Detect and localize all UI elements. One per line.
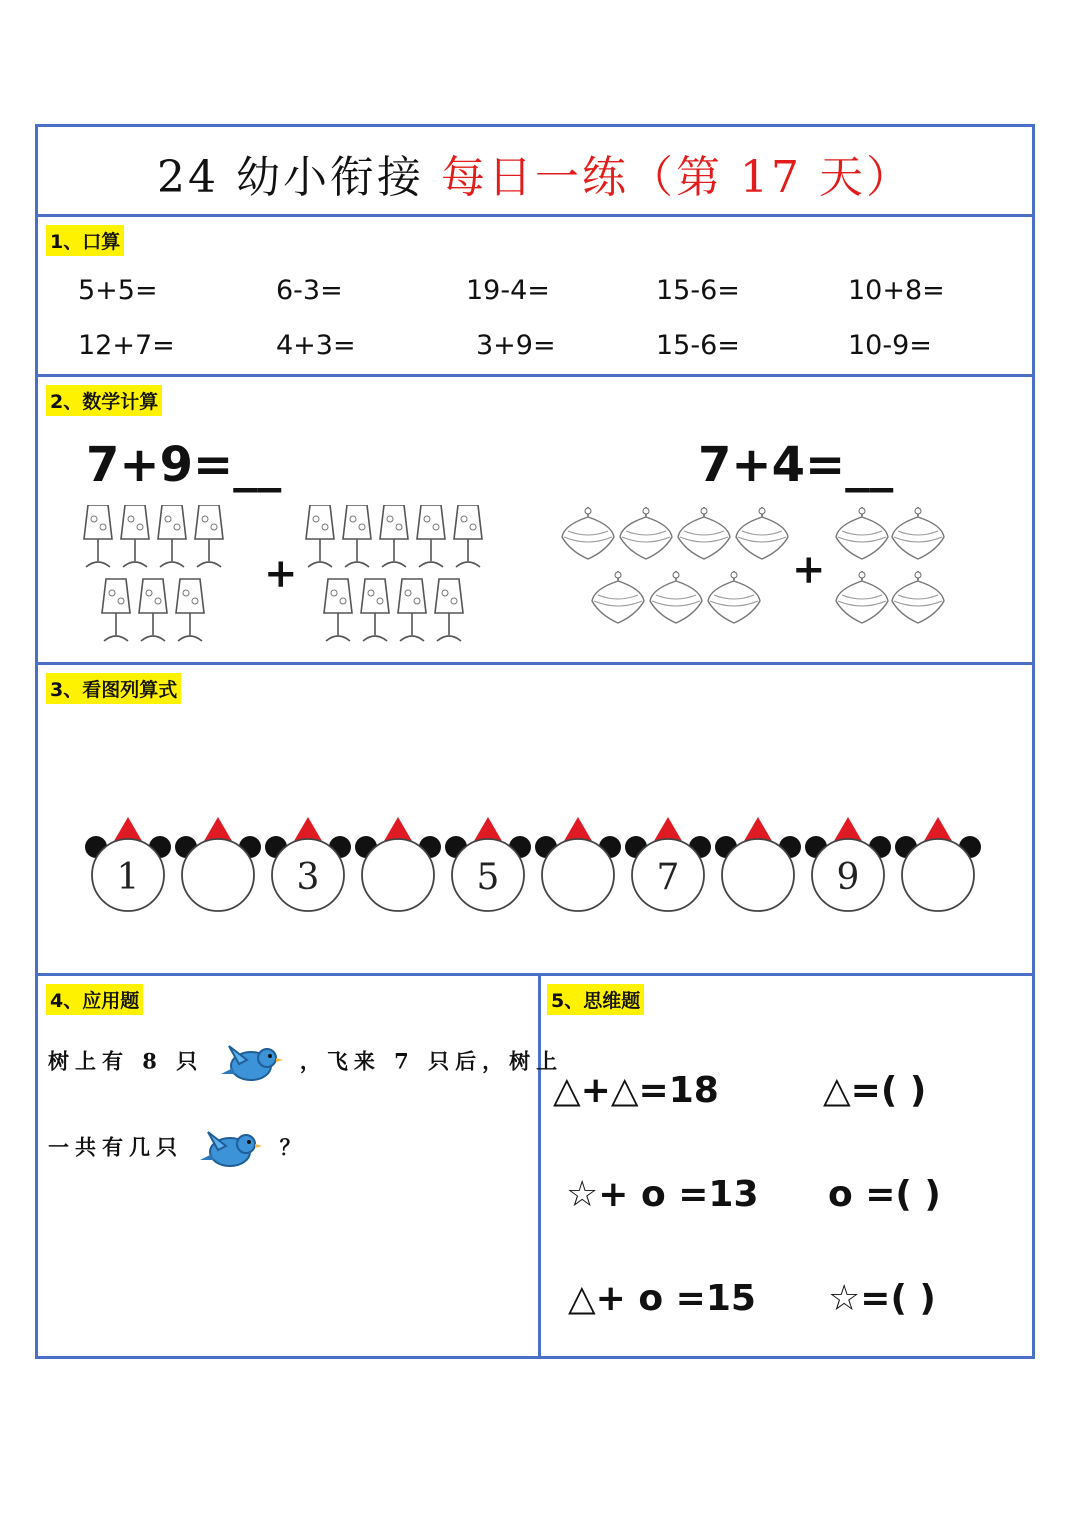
lamp-icon (176, 579, 204, 641)
bird-icon (219, 1038, 285, 1088)
section-1-label: 1、口算 (46, 225, 124, 256)
oral-eq: 10-9= (848, 330, 932, 361)
lamp-icon (435, 579, 463, 641)
logic-answer: o =( ) (828, 1174, 941, 1215)
oral-eq: 15-6= (656, 330, 740, 361)
word-problem-text: ，飞来 7 只后，树上 (299, 1048, 564, 1074)
spinning-top-picture (556, 505, 956, 645)
lamp-icon (195, 505, 223, 567)
plus-sign: + (792, 546, 826, 593)
number-circle (895, 817, 981, 911)
lamp-icon (361, 579, 389, 641)
logic-equation: △+△=18 (553, 1070, 719, 1111)
section-bottom (38, 976, 1032, 1359)
number-circle (535, 817, 621, 911)
lamp-icon (102, 579, 130, 641)
number-circle (355, 817, 441, 911)
spinning-top-icon (836, 507, 888, 559)
number-circle (715, 817, 801, 911)
equation-left: 7+9=__ (86, 437, 282, 493)
spinning-top-icon (620, 507, 672, 559)
sequence-number: 7 (656, 857, 680, 898)
spinning-top-icon (562, 507, 614, 559)
sequence-number: 3 (296, 857, 320, 898)
word-problem-text: ？ (279, 1134, 307, 1160)
lamp-icon (398, 579, 426, 641)
oral-eq: 5+5= (78, 275, 158, 306)
oral-eq: 3+9= (476, 330, 556, 361)
number-circle (175, 817, 261, 911)
lamp-icon (454, 505, 482, 567)
lamp-picture (74, 505, 494, 655)
section-oral-math (38, 217, 1032, 377)
logic-answer: △=( ) (823, 1070, 927, 1111)
page-title (38, 141, 1032, 205)
number-circle (265, 817, 351, 911)
word-problem-text: 一共有几只 (48, 1134, 183, 1160)
word-problem-line-2 (48, 1124, 307, 1174)
number-circle (625, 817, 711, 911)
logic-equation: △+ o =15 (568, 1278, 756, 1319)
sequence-number: 1 (116, 857, 140, 898)
equation-right: 7+4=__ (698, 437, 894, 493)
sequence-number: 5 (476, 857, 500, 898)
oral-eq: 15-6= (656, 275, 740, 306)
bird-icon (198, 1124, 264, 1174)
number-circle (85, 817, 171, 911)
oral-eq: 4+3= (276, 330, 356, 361)
column-divider (538, 976, 541, 1359)
spinning-top-icon (836, 571, 888, 623)
sequence-number: 9 (836, 857, 860, 898)
lamp-icon (121, 505, 149, 567)
number-circle (445, 817, 531, 911)
logic-answer: ☆=( ) (828, 1278, 936, 1319)
spinning-top-icon (708, 571, 760, 623)
spinning-top-icon (736, 507, 788, 559)
lamp-icon (158, 505, 186, 567)
lamp-icon (324, 579, 352, 641)
spinning-top-icon (892, 507, 944, 559)
title-row (38, 127, 1032, 217)
title-main: 每日一练（第 17 天） (441, 152, 913, 203)
section-picture-equation (38, 665, 1032, 976)
logic-equation: ☆+ o =13 (566, 1174, 759, 1215)
section-3-label: 3、看图列算式 (46, 673, 181, 704)
section-4-label: 4、应用题 (46, 984, 143, 1015)
section-2-label: 2、数学计算 (46, 385, 162, 416)
number-circle (805, 817, 891, 911)
word-problem-line-1 (48, 1038, 563, 1088)
lamp-icon (380, 505, 408, 567)
spinning-top-icon (592, 571, 644, 623)
spinning-top-icon (892, 571, 944, 623)
section-calculation (38, 377, 1032, 665)
oral-eq: 6-3= (276, 275, 343, 306)
oral-eq: 10+8= (848, 275, 945, 306)
lamp-icon (343, 505, 371, 567)
oral-eq: 19-4= (466, 275, 550, 306)
title-prefix: 24 幼小衔接 (157, 152, 424, 203)
lamp-icon (139, 579, 167, 641)
number-sequence (78, 805, 998, 925)
lamp-icon (306, 505, 334, 567)
lamp-icon (84, 505, 112, 567)
section-5-label: 5、思维题 (547, 984, 644, 1015)
plus-sign: + (264, 550, 298, 597)
worksheet (35, 124, 1035, 1359)
spinning-top-icon (678, 507, 730, 559)
word-problem-text: 树上有 8 只 (48, 1048, 204, 1074)
oral-eq: 12+7= (78, 330, 175, 361)
spinning-top-icon (650, 571, 702, 623)
lamp-icon (417, 505, 445, 567)
